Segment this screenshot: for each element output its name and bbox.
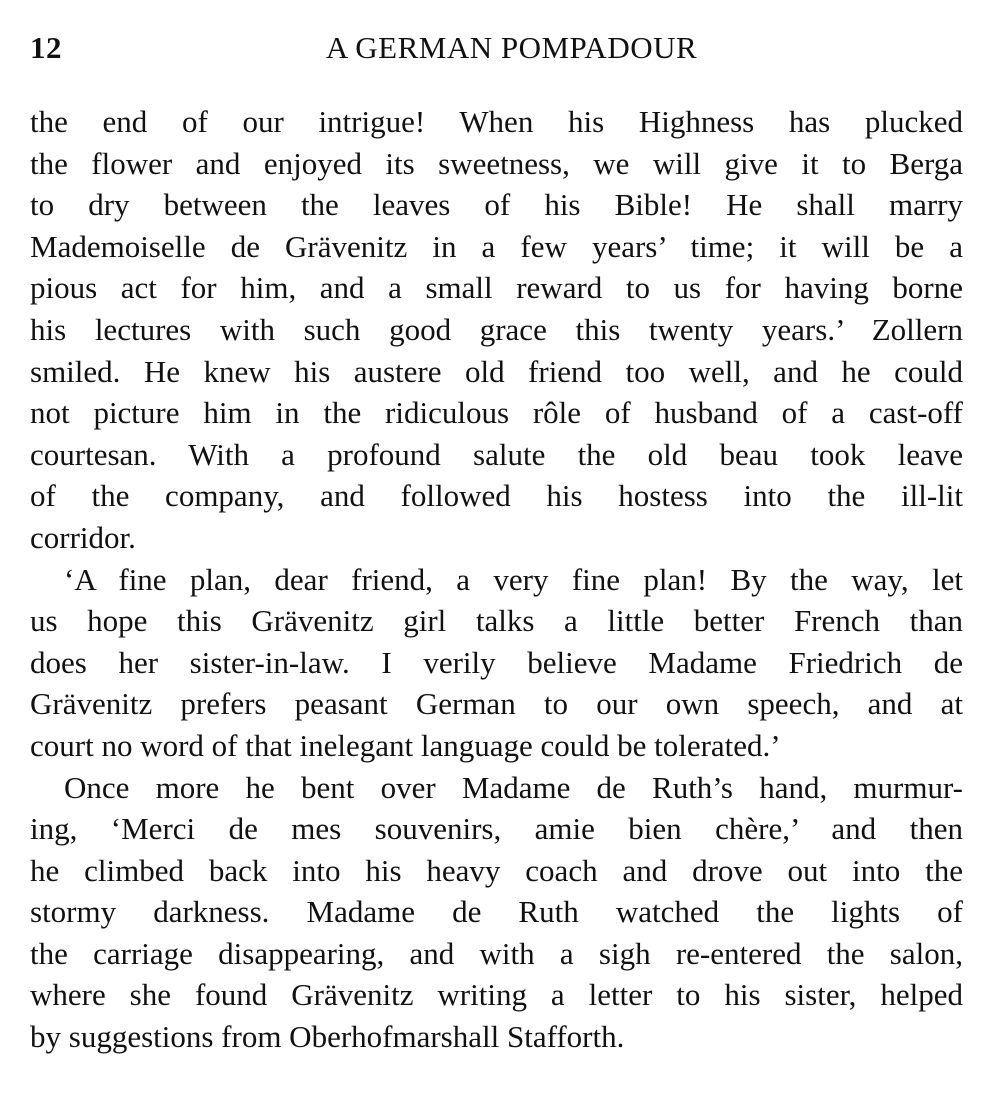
text-line: court no word of that inelegant language could be tolerated.’: [30, 727, 781, 763]
text-line: corridor.: [30, 519, 136, 555]
running-title: A GERMAN POMPADOUR: [325, 30, 698, 65]
page-header: [30, 22, 963, 74]
text-line: ‘A fine plan, dear friend, a very fine plan! By the way, let: [64, 561, 963, 597]
text-line: us hope this Grävenitz girl talks a little better French than: [30, 603, 963, 639]
paragraph-1: [30, 101, 963, 559]
text-line: ing, ‘Merci de mes souvenirs, amie bien chère,’ and then: [30, 811, 963, 847]
page-number: 12: [30, 30, 62, 65]
text-line: courtesan. With a profound salute the old beau took leave: [30, 436, 963, 472]
book-page: [30, 22, 963, 1058]
text-line: Once more he bent over Madame de Ruth’s hand, murmur-: [64, 769, 963, 805]
text-line: not picture him in the ridiculous rôle of husband of a cast-off: [30, 395, 963, 431]
text-line: smiled. He knew his austere old friend too well, and he could: [30, 353, 963, 389]
text-line: the end of our intrigue! When his Highness has plucked: [30, 104, 963, 139]
text-line: to dry between the leaves of his Bible! He shall marry: [30, 187, 963, 223]
text-line: where she found Grävenitz writing a letter to his sister, helped: [30, 977, 963, 1013]
text-line: Mademoiselle de Grävenitz in a few years’ time; it will be a: [30, 228, 963, 264]
text-line: stormy darkness. Madame de Ruth watched the lights of: [30, 894, 963, 930]
text-line: pious act for him, and a small reward to us for having borne: [30, 270, 963, 306]
text-line: the flower and enjoyed its sweetness, we will give it to Berga: [30, 145, 963, 181]
text-line: of the company, and followed his hostess into the ill-lit: [30, 478, 963, 514]
paragraph-2: [30, 559, 963, 767]
text-line: does her sister-in-law. I verily believe Madame Friedrich de: [30, 644, 963, 680]
text-line: Grävenitz prefers peasant German to our own speech, and at: [30, 686, 963, 722]
body-text: [30, 101, 963, 1058]
text-line: he climbed back into his heavy coach and drove out into the: [30, 852, 963, 888]
text-line: the carriage disappearing, and with a sigh re-entered the salon,: [30, 935, 963, 971]
text-line: by suggestions from Oberhofmarshall Stafforth.: [30, 1019, 625, 1055]
text-line: his lectures with such good grace this twenty years.’ Zollern: [30, 311, 963, 347]
paragraph-3: [30, 767, 963, 1058]
